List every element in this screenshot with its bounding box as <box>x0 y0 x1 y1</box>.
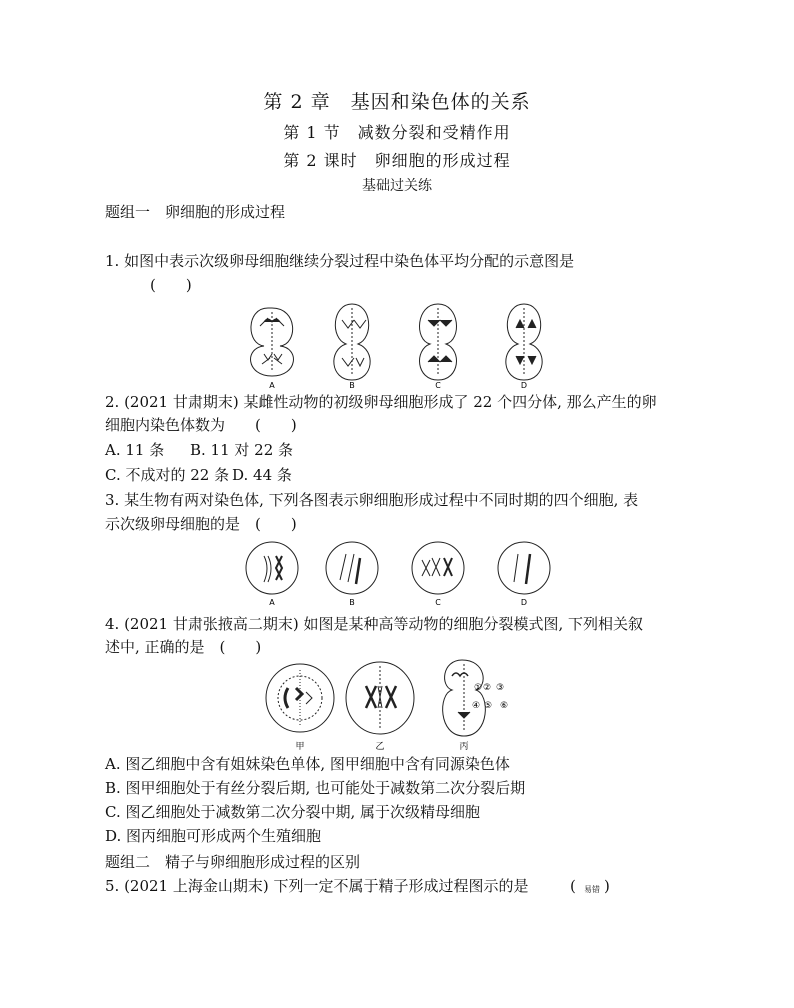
q3-label-d: D <box>520 598 528 607</box>
q3-label-b: B <box>349 598 355 607</box>
q4-num-5: ⑤ <box>484 701 493 711</box>
q5-tag-yicuo: 易错 <box>584 885 600 894</box>
q4-option-d: D. 图丙细胞可形成两个生殖细胞 <box>105 827 322 845</box>
section-title: 第 1 节 减数分裂和受精作用 <box>283 123 511 142</box>
q3-cell-a <box>246 542 298 594</box>
q4-figure <box>262 656 532 752</box>
q4-option-b: B. 图甲细胞处于有丝分裂后期, 也可能处于减数第二次分裂后期 <box>105 779 526 797</box>
q2-line1: 2. (2021 甘肃期末) 某雌性动物的初级卵母细胞形成了 22 个四分体, 那么产生的卵 <box>105 393 657 411</box>
q5-stem: 5. (2021 上海金山期末) 下列一定不属于精子形成过程图示的是 <box>105 877 529 895</box>
q3-cell-d <box>498 542 550 594</box>
q3-line2: 示次级卵母细胞的是 ( ) <box>105 515 297 533</box>
lesson-title: 第 2 课时 卵细胞的形成过程 <box>283 151 511 170</box>
q2-line2: 细胞内染色体数为 ( ) <box>105 416 297 434</box>
q5-paren-open: ( <box>570 877 576 895</box>
q1-label-c: C <box>435 381 441 390</box>
q2-option-d: D. 44 条 <box>232 466 292 484</box>
q1-label-a: A <box>269 381 275 390</box>
q1-label-b: B <box>349 381 355 390</box>
q1-answer-paren: ( ) <box>150 276 192 294</box>
q4-num-6: ⑥ <box>500 701 509 711</box>
q4-label-jia: 甲 <box>295 742 305 752</box>
q4-line2: 述中, 正确的是 ( ) <box>105 638 262 656</box>
q2-option-b: B. 11 对 22 条 <box>190 441 294 459</box>
q5-paren-close: ) <box>604 877 610 895</box>
q1-stem: 1. 如图中表示次级卵母细胞继续分裂过程中染色体平均分配的示意图是 <box>105 252 575 270</box>
group1-heading: 题组一 卵细胞的形成过程 <box>105 203 286 221</box>
q3-cell-c <box>412 542 464 594</box>
q4-cell-yi <box>346 662 414 734</box>
q4-option-c: C. 图乙细胞处于减数第二次分裂中期, 属于次级精母细胞 <box>105 803 481 821</box>
q3-cell-b <box>326 542 378 594</box>
q3-label-a: A <box>269 598 275 607</box>
q1-cell-b <box>334 304 370 380</box>
q4-cell-bing <box>443 660 486 736</box>
q4-num-1: ① <box>474 683 483 693</box>
practice-title: 基础过关练 <box>362 178 432 194</box>
q2-option-c: C. 不成对的 22 条 <box>105 466 230 484</box>
q4-label-bing: 丙 <box>459 742 469 752</box>
q4-option-a: A. 图乙细胞中含有姐妹染色单体, 图甲细胞中含有同源染色体 <box>105 755 510 773</box>
q1-label-d: D <box>520 381 528 390</box>
q4-label-yi: 乙 <box>375 742 385 752</box>
q3-label-c: C <box>435 598 441 607</box>
q3-line1: 3. 某生物有两对染色体, 下列各图表示卵细胞形成过程中不同时期的四个细胞, 表 <box>105 491 639 509</box>
q1-cell-c <box>420 304 457 380</box>
chapter-title: 第 2 章 基因和染色体的关系 <box>263 91 531 113</box>
group2-heading: 题组二 精子与卵细胞形成过程的区别 <box>105 853 361 871</box>
q4-num-4: ④ <box>472 701 481 711</box>
q1-figure <box>240 298 560 390</box>
q2-option-a: A. 11 条 <box>105 441 165 459</box>
q4-cell-jia <box>266 664 334 732</box>
q1-cell-a <box>251 308 294 376</box>
q1-cell-d <box>506 304 542 380</box>
q3-figure <box>240 540 560 608</box>
q4-line1: 4. (2021 甘肃张掖高二期末) 如图是某种高等动物的细胞分裂模式图, 下列相关叙 <box>105 615 644 633</box>
q4-num-3: ③ <box>496 683 505 693</box>
q4-num-2: ② <box>483 683 492 693</box>
